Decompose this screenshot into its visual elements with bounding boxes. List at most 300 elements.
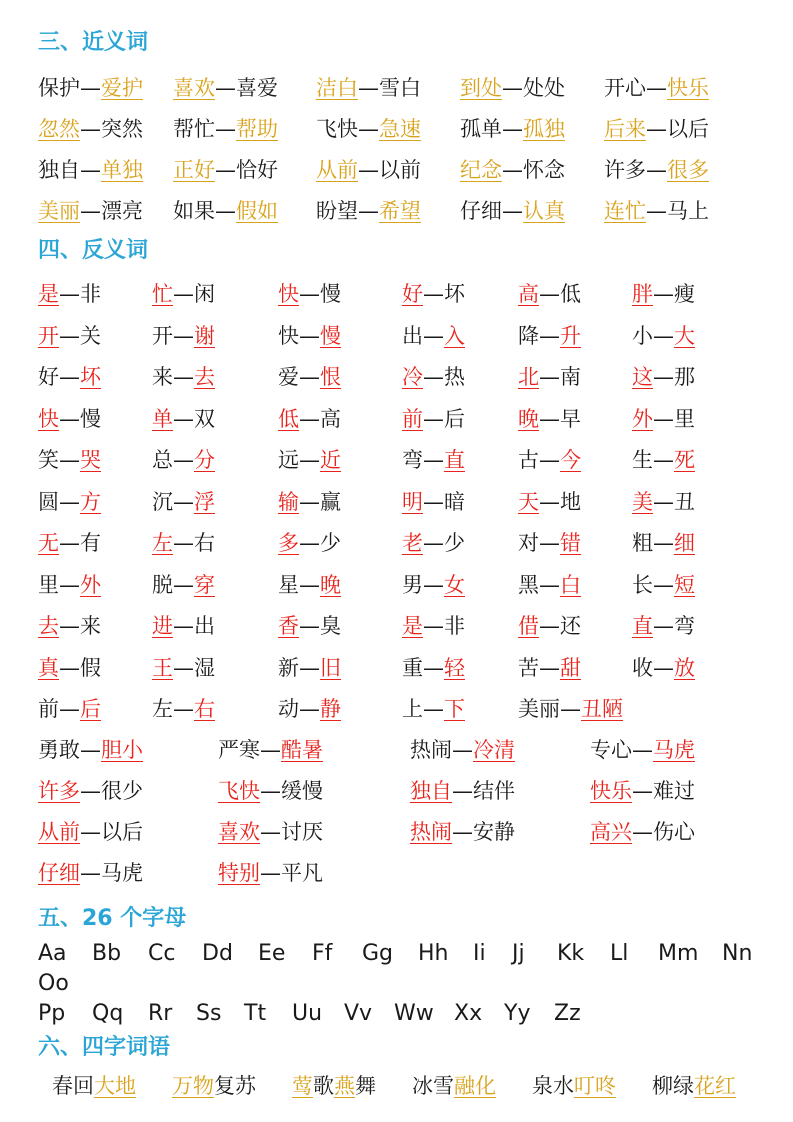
word-b: 雪白 — [379, 76, 421, 100]
word-a: 如果 — [173, 199, 215, 223]
word-a: 连忙 — [604, 199, 646, 223]
synonym-pair — [460, 195, 565, 227]
word-b: 下 — [444, 697, 465, 721]
dash: — — [358, 76, 379, 100]
antonym-phrase-pair — [410, 775, 515, 807]
word-a: 苦 — [518, 655, 539, 680]
dash: — — [80, 76, 101, 100]
idiom-part: 大地 — [94, 1074, 136, 1098]
word-b: 以后 — [101, 820, 143, 844]
letter-pair: Ww — [394, 1001, 434, 1026]
antonym-pair — [152, 361, 215, 393]
dash: — — [215, 158, 236, 182]
word-b: 非 — [444, 614, 465, 638]
dash: — — [358, 199, 379, 223]
antonym-phrase-pair — [590, 816, 695, 848]
letter-pair: Qq — [92, 1001, 124, 1026]
word-a: 王 — [152, 655, 173, 680]
word-b: 喜爱 — [236, 76, 278, 100]
letter-pair: Rr — [148, 1001, 173, 1026]
word-a: 许多 — [604, 158, 646, 182]
word-b: 丑陋 — [581, 697, 623, 721]
antonym-phrase-pair — [38, 734, 143, 766]
antonym-pair — [152, 527, 215, 559]
word-b: 酷暑 — [281, 738, 323, 762]
dash: — — [215, 76, 236, 100]
word-b: 入 — [444, 323, 465, 348]
word-a: 是 — [402, 614, 423, 638]
synonym-pair — [38, 72, 143, 104]
antonym-pair — [278, 320, 341, 352]
dash: — — [502, 158, 523, 182]
antonym-pair — [402, 403, 465, 435]
idiom — [412, 1070, 496, 1102]
antonym-pair — [152, 278, 215, 310]
word-b: 单独 — [101, 158, 143, 182]
word-a: 快乐 — [590, 779, 632, 803]
word-b: 瘦 — [674, 282, 695, 306]
dash: — — [80, 158, 101, 182]
dash: — — [299, 323, 320, 348]
word-a: 总 — [152, 448, 173, 472]
word-a: 飞快 — [316, 117, 358, 141]
idiom — [532, 1070, 616, 1102]
word-b: 讨厌 — [281, 820, 323, 844]
word-a: 洁白 — [316, 76, 358, 100]
synonym-pair — [173, 72, 278, 104]
dash: — — [502, 117, 523, 141]
dash: — — [299, 531, 320, 555]
antonym-pair — [278, 693, 341, 725]
word-a: 许多 — [38, 779, 80, 803]
synonym-pair — [316, 72, 421, 104]
dash: — — [539, 531, 560, 555]
idiom-part: 舞 — [355, 1074, 376, 1098]
word-b: 赢 — [320, 489, 341, 514]
antonym-pair — [278, 403, 341, 435]
word-a: 后来 — [604, 117, 646, 141]
word-a: 热闹 — [410, 738, 452, 762]
dash: — — [299, 282, 320, 306]
dash: — — [632, 738, 653, 762]
antonym-pair — [278, 652, 341, 684]
antonym-phrase-pair — [410, 734, 515, 766]
word-b: 轻 — [444, 655, 465, 680]
antonym-pair — [402, 361, 465, 393]
dash: — — [59, 531, 80, 555]
word-a: 直 — [632, 614, 653, 638]
dash: — — [653, 655, 674, 680]
letter-pair: Bb — [92, 941, 122, 966]
antonym-pair — [402, 569, 465, 601]
word-b: 穿 — [194, 572, 215, 597]
dash: — — [299, 614, 320, 638]
word-b: 放 — [674, 655, 695, 680]
antonym-pair — [518, 444, 581, 476]
dash: — — [80, 117, 101, 141]
word-b: 结伴 — [473, 779, 515, 803]
antonym-phrase-row — [0, 816, 793, 850]
dash: — — [59, 448, 80, 472]
letter-pair: Dd — [202, 941, 233, 966]
word-b: 冷清 — [473, 738, 515, 762]
antonym-pair — [632, 486, 695, 518]
idiom-part: 花红 — [694, 1074, 736, 1098]
word-b: 低 — [560, 282, 581, 306]
dash: — — [646, 76, 667, 100]
word-a: 来 — [152, 365, 173, 389]
word-a: 热闹 — [410, 820, 452, 844]
antonym-phrase-row — [0, 734, 793, 768]
dash: — — [173, 655, 194, 680]
dash: — — [59, 282, 80, 306]
idiom-part: 春回 — [52, 1074, 94, 1098]
word-b: 高 — [320, 406, 341, 431]
antonym-pair — [402, 320, 465, 352]
dash: — — [423, 406, 444, 431]
dash: — — [59, 572, 80, 597]
word-a: 是 — [38, 282, 59, 306]
idiom-part: 燕 — [334, 1074, 355, 1098]
letter-pair: Vv — [344, 1001, 373, 1026]
letter-pair: Zz — [554, 1001, 581, 1026]
dash: — — [653, 406, 674, 431]
antonym-pair — [278, 486, 341, 518]
dash: — — [299, 572, 320, 597]
word-a: 脱 — [152, 572, 173, 597]
word-b: 细 — [674, 531, 695, 555]
synonym-pair — [173, 154, 278, 186]
antonym-phrase-pair — [38, 775, 143, 807]
word-b: 马上 — [667, 199, 709, 223]
letter-pair: Uu — [292, 1001, 323, 1026]
word-a: 从前 — [316, 158, 358, 182]
dash: — — [173, 531, 194, 555]
word-a: 弯 — [402, 448, 423, 472]
word-b: 恨 — [320, 365, 341, 389]
antonym-phrase-pair — [590, 775, 695, 807]
word-a: 生 — [632, 448, 653, 472]
word-b: 哭 — [80, 448, 101, 472]
dash: — — [423, 489, 444, 514]
word-a: 爱 — [278, 365, 299, 389]
word-b: 暗 — [444, 489, 465, 514]
antonym-row — [0, 569, 793, 603]
word-b: 热 — [444, 365, 465, 389]
dash: — — [452, 738, 473, 762]
word-a: 真 — [38, 655, 59, 680]
dash: — — [260, 738, 281, 762]
word-b: 慢 — [320, 323, 341, 348]
word-b: 早 — [560, 406, 581, 431]
letter-pair: Ss — [196, 1001, 222, 1026]
word-b: 旧 — [320, 655, 341, 680]
idiom-part: 歌 — [313, 1074, 334, 1098]
dash: — — [80, 199, 101, 223]
antonym-pair — [632, 361, 695, 393]
dash: — — [173, 448, 194, 472]
word-a: 香 — [278, 614, 299, 638]
word-a: 天 — [518, 489, 539, 514]
word-b: 希望 — [379, 199, 421, 223]
synonym-row — [0, 195, 793, 229]
dash: — — [59, 365, 80, 389]
word-b: 难过 — [653, 779, 695, 803]
antonym-pair — [278, 278, 341, 310]
antonym-pair — [152, 693, 215, 725]
word-a: 特别 — [218, 861, 260, 885]
word-a: 开 — [38, 323, 59, 348]
word-b: 臭 — [320, 614, 341, 638]
letter-pair: Ii — [473, 941, 486, 966]
word-b: 地 — [560, 489, 581, 514]
dash: — — [539, 572, 560, 597]
word-a: 开 — [152, 323, 173, 348]
word-b: 里 — [674, 406, 695, 431]
word-a: 快 — [278, 323, 299, 348]
dash: — — [423, 655, 444, 680]
dash: — — [59, 655, 80, 680]
letter-pair: Gg — [362, 941, 394, 966]
antonym-pair — [632, 320, 695, 352]
antonym-pair — [38, 610, 101, 642]
word-a: 正好 — [173, 158, 215, 182]
dash: — — [59, 323, 80, 348]
word-a: 出 — [402, 323, 423, 348]
dash: — — [260, 779, 281, 803]
dash: — — [653, 572, 674, 597]
word-a: 从前 — [38, 820, 80, 844]
dash: — — [653, 365, 674, 389]
dash: — — [539, 614, 560, 638]
word-a: 圆 — [38, 489, 59, 514]
antonym-pair — [152, 610, 215, 642]
word-a: 快 — [38, 406, 59, 431]
word-a: 到处 — [460, 76, 502, 100]
word-a: 小 — [632, 323, 653, 348]
dash: — — [539, 282, 560, 306]
dash: — — [215, 199, 236, 223]
word-b: 今 — [560, 448, 581, 472]
antonym-pair — [518, 527, 581, 559]
idiom-part: 柳绿 — [652, 1074, 694, 1098]
dash: — — [646, 158, 667, 182]
word-a: 北 — [518, 365, 539, 389]
word-a: 去 — [38, 614, 59, 638]
word-b: 很少 — [101, 779, 143, 803]
dash: — — [358, 158, 379, 182]
antonym-pair — [38, 652, 101, 684]
dash: — — [539, 448, 560, 472]
word-b: 静 — [320, 697, 341, 721]
word-b: 那 — [674, 365, 695, 389]
antonym-row — [0, 486, 793, 520]
antonym-pair — [632, 278, 695, 310]
word-a: 黑 — [518, 572, 539, 597]
dash: — — [646, 117, 667, 141]
letter-pair: Mm — [658, 941, 699, 966]
word-b: 湿 — [194, 655, 215, 680]
word-a: 保护 — [38, 76, 80, 100]
dash: — — [80, 861, 101, 885]
antonym-pair — [518, 610, 581, 642]
synonym-pair — [460, 72, 565, 104]
idiom — [292, 1070, 376, 1102]
word-a: 单 — [152, 406, 173, 431]
antonym-pair — [38, 320, 101, 352]
word-a: 高 — [518, 282, 539, 306]
dash: — — [423, 614, 444, 638]
antonym-pair — [402, 278, 465, 310]
dash: — — [173, 282, 194, 306]
idiom — [172, 1070, 256, 1102]
word-b: 双 — [194, 406, 215, 431]
antonym-pair — [518, 403, 581, 435]
word-b: 浮 — [194, 489, 215, 514]
synonym-pair — [173, 195, 278, 227]
word-a: 忙 — [152, 282, 173, 306]
dash: — — [423, 531, 444, 555]
antonym-pair — [38, 403, 101, 435]
word-a: 新 — [278, 655, 299, 680]
antonym-pair — [402, 444, 465, 476]
word-b: 以前 — [379, 158, 421, 182]
idiom-part: 莺 — [292, 1074, 313, 1098]
antonym-pair — [518, 486, 581, 518]
antonym-pair — [518, 320, 581, 352]
idiom-part: 融化 — [454, 1074, 496, 1098]
dash: — — [423, 365, 444, 389]
word-b: 短 — [674, 572, 695, 597]
word-a: 仔细 — [38, 861, 80, 885]
word-b: 后 — [80, 697, 101, 721]
word-b: 帮助 — [236, 117, 278, 141]
dash: — — [215, 117, 236, 141]
antonym-pair — [38, 486, 101, 518]
word-a: 男 — [402, 572, 423, 597]
word-b: 来 — [80, 614, 101, 638]
letter-pair: Yy — [504, 1001, 531, 1026]
word-a: 美 — [632, 489, 653, 514]
synonym-pair — [604, 154, 709, 186]
antonym-phrase-pair — [38, 816, 143, 848]
synonym-row — [0, 154, 793, 188]
antonym-row — [0, 693, 793, 727]
antonym-row — [0, 652, 793, 686]
synonym-pair — [604, 72, 709, 104]
alphabet-heading: 五、26 个字母 — [38, 906, 187, 931]
word-a: 前 — [402, 406, 423, 431]
antonym-phrase-pair — [590, 734, 695, 766]
word-b: 以后 — [667, 117, 709, 141]
antonym-phrase-pair — [410, 816, 515, 848]
dash: — — [173, 406, 194, 431]
dash: — — [539, 489, 560, 514]
word-b: 女 — [444, 572, 465, 597]
antonym-pair — [38, 527, 101, 559]
word-a: 纪念 — [460, 158, 502, 182]
antonym-pair — [152, 569, 215, 601]
dash: — — [653, 489, 674, 514]
antonym-pair — [402, 693, 465, 725]
antonym-pair — [278, 444, 341, 476]
word-b: 死 — [674, 448, 695, 472]
antonym-row — [0, 610, 793, 644]
antonym-pair — [632, 610, 695, 642]
dash: — — [80, 779, 101, 803]
antonym-row — [0, 403, 793, 437]
word-a: 星 — [278, 572, 299, 597]
antonym-phrase-row — [0, 857, 793, 891]
word-b: 谢 — [194, 323, 215, 348]
antonym-pair — [278, 569, 341, 601]
word-a: 帮忙 — [173, 117, 215, 141]
dash: — — [423, 697, 444, 721]
antonym-pair — [38, 444, 101, 476]
word-a: 独自 — [410, 779, 452, 803]
word-a: 降 — [518, 323, 539, 348]
word-b: 弯 — [674, 614, 695, 638]
dash: — — [358, 117, 379, 141]
letter-pair: Xx — [454, 1001, 483, 1026]
dash: — — [653, 614, 674, 638]
word-a: 冷 — [402, 365, 423, 389]
antonym-phrase-pair — [218, 775, 323, 807]
idioms-heading: 六、四字词语 — [38, 1035, 171, 1060]
antonym-pair — [152, 320, 215, 352]
antonym-pair — [632, 527, 695, 559]
word-b: 直 — [444, 448, 465, 472]
idiom-part: 泉水 — [532, 1074, 574, 1098]
word-a: 重 — [402, 655, 423, 680]
word-a: 独自 — [38, 158, 80, 182]
idiom-part: 复苏 — [214, 1074, 256, 1098]
antonym-pair — [152, 652, 215, 684]
word-b: 丑 — [674, 489, 695, 514]
word-b: 还 — [560, 614, 581, 638]
dash: — — [59, 697, 80, 721]
dash: — — [560, 697, 581, 721]
word-a: 进 — [152, 614, 173, 638]
word-b: 处处 — [523, 76, 565, 100]
dash: — — [539, 323, 560, 348]
word-a: 沉 — [152, 489, 173, 514]
word-a: 胖 — [632, 282, 653, 306]
antonym-phrase-pair — [218, 857, 323, 889]
word-a: 这 — [632, 365, 653, 389]
word-b: 缓慢 — [281, 779, 323, 803]
antonym-pair — [402, 527, 465, 559]
word-a: 收 — [632, 655, 653, 680]
word-b: 假如 — [236, 199, 278, 223]
word-b: 错 — [560, 531, 581, 555]
antonym-pair — [38, 569, 101, 601]
synonym-pair — [38, 113, 143, 145]
word-b: 出 — [194, 614, 215, 638]
word-a: 前 — [38, 697, 59, 721]
word-b: 大 — [674, 323, 695, 348]
dash: — — [452, 820, 473, 844]
antonym-pair — [402, 486, 465, 518]
antonym-pair — [152, 486, 215, 518]
word-a: 长 — [632, 572, 653, 597]
word-a: 勇敢 — [38, 738, 80, 762]
word-b: 爱护 — [101, 76, 143, 100]
letter-pair: Hh — [418, 941, 449, 966]
synonym-pair — [38, 154, 143, 186]
word-b: 去 — [194, 365, 215, 389]
antonym-phrase-pair — [218, 816, 323, 848]
